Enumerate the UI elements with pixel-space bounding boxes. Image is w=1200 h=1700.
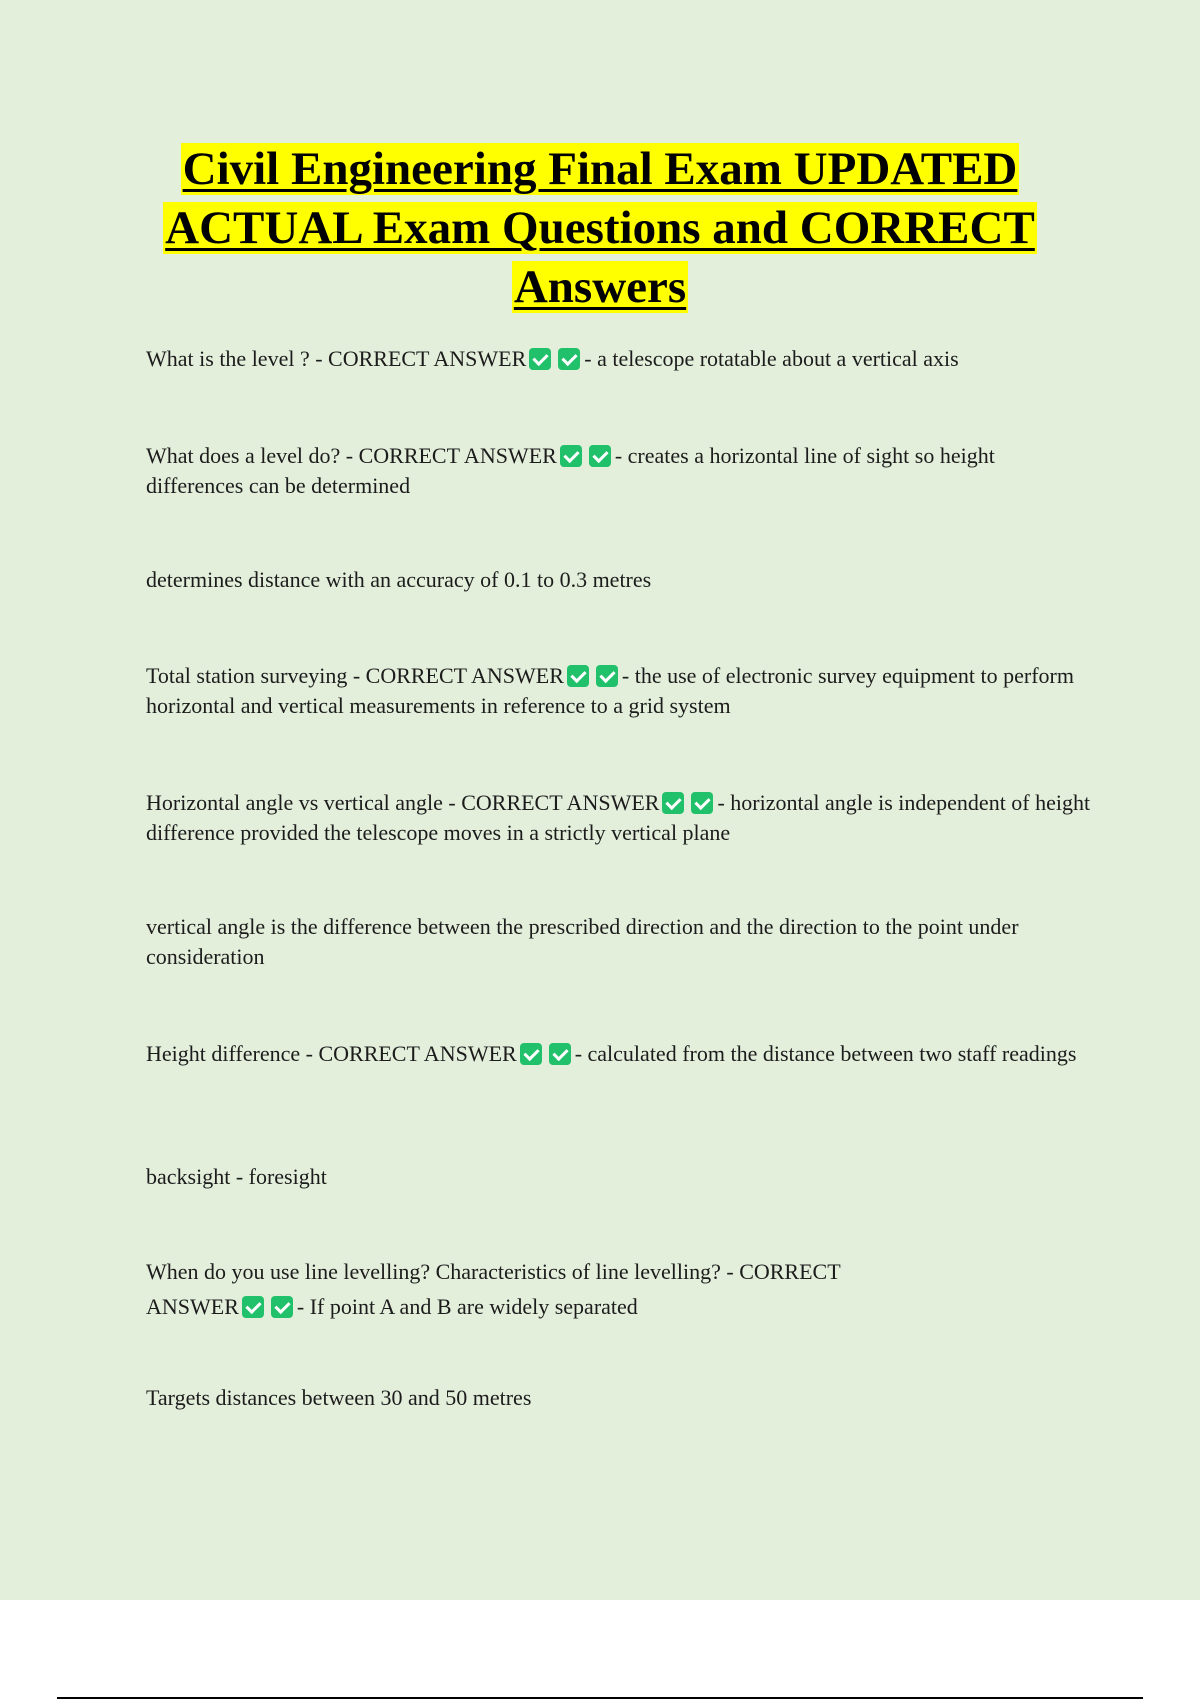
check-mark-icon bbox=[529, 348, 551, 370]
check-mark-icon bbox=[560, 445, 582, 467]
answer-text: - If point A and B are widely separated bbox=[296, 1294, 638, 1319]
check-mark-icon bbox=[589, 445, 611, 467]
qa-entry-height-difference bbox=[146, 1039, 1096, 1069]
check-mark-icon bbox=[558, 348, 580, 370]
question-text: Total station surveying - CORRECT ANSWER bbox=[146, 663, 564, 688]
continuation-text: backsight - foresight bbox=[146, 1164, 327, 1189]
answer-text: - the use of electronic survey equipment to perform horizontal and vertical measurements in reference to a grid system bbox=[146, 663, 1074, 718]
answer-text: - creates a horizontal line of sight so height differences can be determined bbox=[146, 443, 995, 498]
qa-entry-level bbox=[146, 344, 1096, 374]
continuation-text: vertical angle is the difference between the prescribed direction and the direction to the point under consideration bbox=[146, 914, 1019, 969]
check-mark-icon bbox=[691, 792, 713, 814]
qa-entry-angles bbox=[146, 788, 1096, 848]
question-text: When do you use line levelling? Characteristics of line levelling? - CORRECT ANSWER bbox=[146, 1259, 841, 1319]
answer-text: - horizontal angle is independent of height difference provided the telescope moves in a strictly vertical plane bbox=[146, 790, 1091, 845]
question-text: What does a level do? - CORRECT ANSWER bbox=[146, 443, 557, 468]
check-mark-icon bbox=[242, 1296, 264, 1318]
qa-entry-total-station bbox=[146, 661, 1096, 721]
check-mark-icon bbox=[567, 665, 589, 687]
footer-divider bbox=[57, 1697, 1143, 1699]
check-mark-icon bbox=[596, 665, 618, 687]
question-text: Height difference - CORRECT ANSWER bbox=[146, 1041, 517, 1066]
document-title bbox=[100, 140, 1100, 317]
check-mark-icon bbox=[662, 792, 684, 814]
check-mark-icon bbox=[549, 1043, 571, 1065]
answer-text: - calculated from the distance between two staff readings bbox=[574, 1041, 1077, 1066]
continuation-text: Targets distances between 30 and 50 metres bbox=[146, 1385, 532, 1410]
qa-entry-line-levelling bbox=[146, 1254, 936, 1324]
check-mark-icon bbox=[520, 1043, 542, 1065]
document-title-text: Civil Engineering Final Exam UPDATED ACTUAL Exam Questions and CORRECT Answers bbox=[165, 143, 1035, 313]
check-mark-icon bbox=[271, 1296, 293, 1318]
continuation-text: determines distance with an accuracy of 0.1 to 0.3 metres bbox=[146, 567, 652, 592]
question-text: Horizontal angle vs vertical angle - CORRECT ANSWER bbox=[146, 790, 660, 815]
answer-text: - a telescope rotatable about a vertical axis bbox=[584, 346, 959, 371]
question-text: What is the level ? - CORRECT ANSWER bbox=[146, 346, 527, 371]
qa-entry-level-function bbox=[146, 441, 1096, 501]
